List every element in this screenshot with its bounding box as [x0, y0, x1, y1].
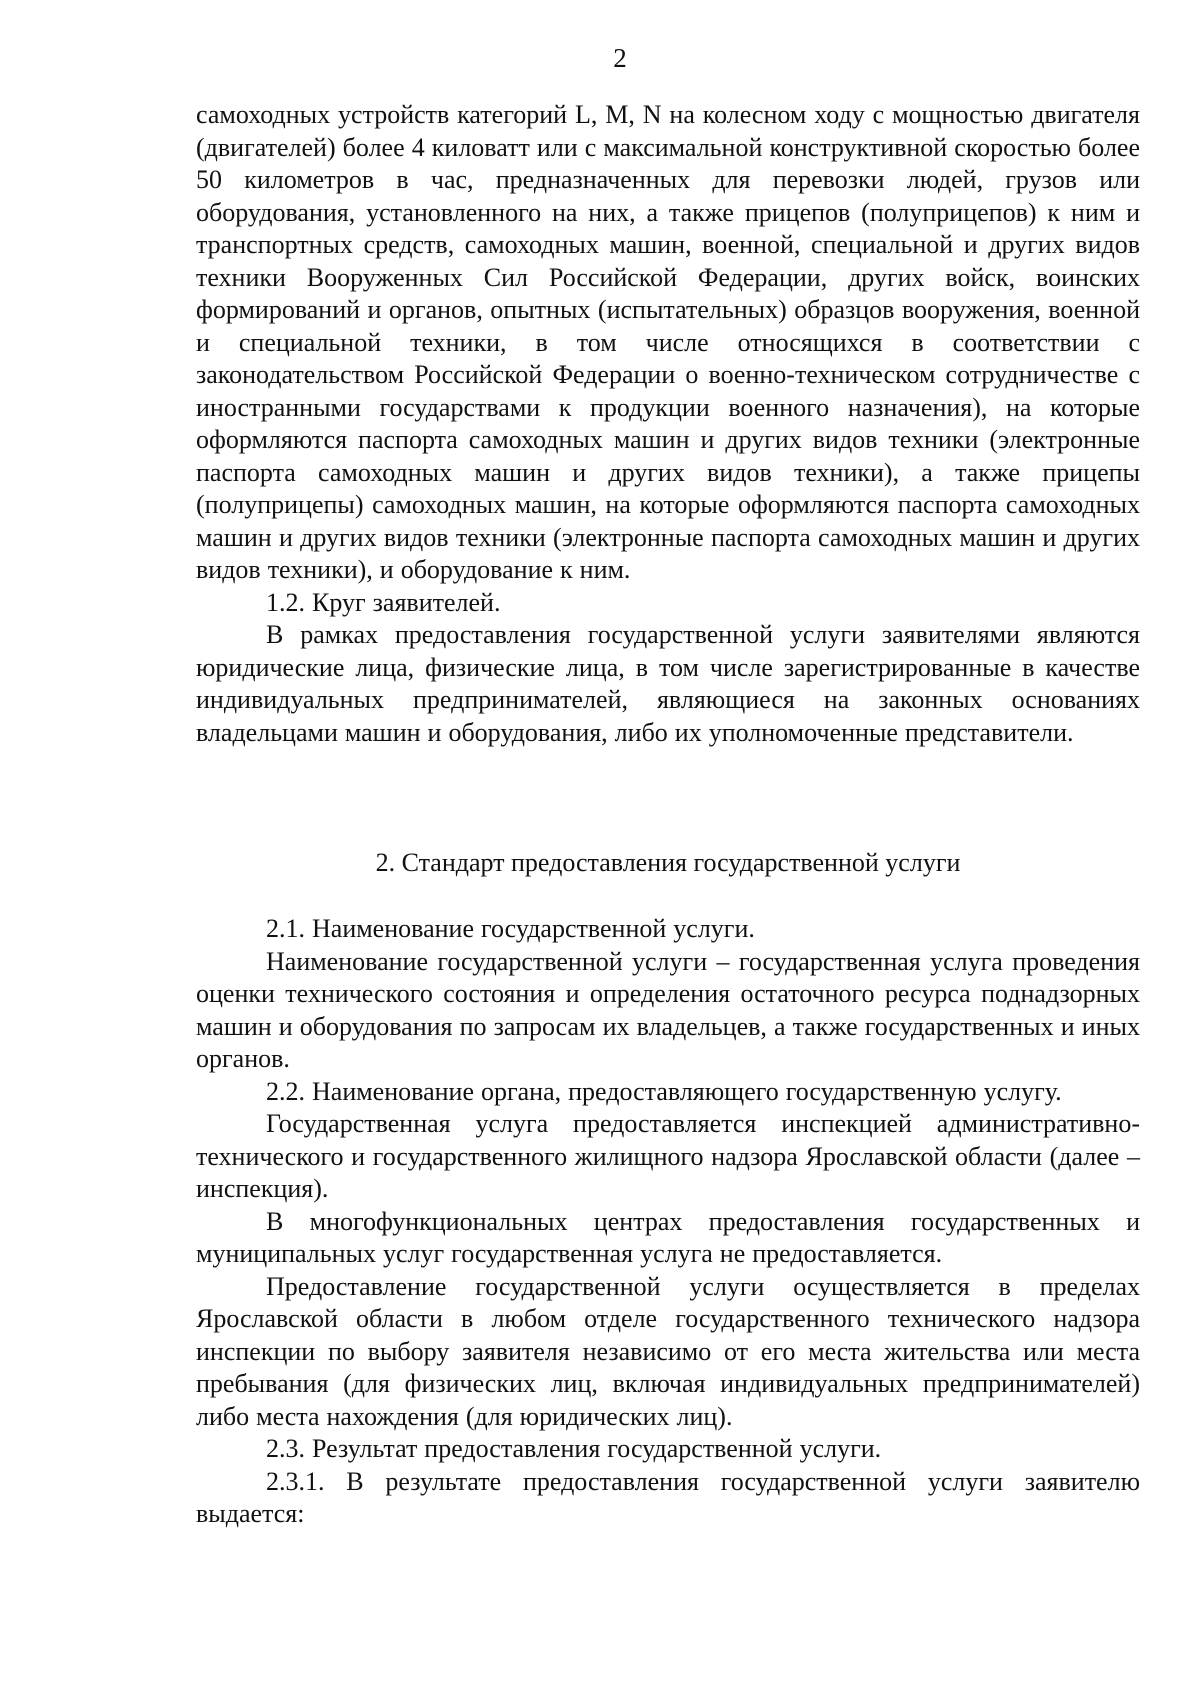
paragraph-2-1-title: 2.1. Наименование государственной услуги.	[266, 914, 755, 943]
paragraph-2-1-body: Наименование государственной услуги – государственная услуга проведения оценки технического состояния и определения остаточного ресурса поднадзорных машин и оборудования по запросам их владельцев, а также государственных и иных органов.	[196, 946, 1140, 1073]
paragraph-2-3-title: 2.3. Результат предоставления государственной услуги.	[266, 1434, 882, 1463]
section-2-heading: 2. Стандарт предоставления государственной услуги	[375, 848, 961, 877]
paragraph-2-2-body-1: Государственная услуга предоставляется инспекцией административно-технического и государственного жилищного надзора Ярославской области (далее – инспекция).	[196, 1109, 1140, 1203]
section-1-continuation	[196, 99, 1140, 749]
page-number: 2	[613, 43, 627, 73]
paragraph-1-2-body: В рамках предоставления государственной услуги заявителями являются юридические лица, физические лица, в том числе зарегистрированные в качестве индивидуальных предпринимателей, являющиеся на законных основаниях владельцами машин и оборудования, либо их уполномоченные представители.	[196, 620, 1140, 747]
paragraph-2-3-1: 2.3.1. В результате предоставления государственной услуги заявителю выдается:	[196, 1466, 1140, 1528]
paragraph-2-2-body-2: В многофункциональных центрах предоставления государственных и муниципальных услуг государственная услуга не предоставляется.	[196, 1206, 1140, 1268]
paragraph-continuation: самоходных устройств категорий L, M, N на колесном ходу с мощностью двигателя (двигателей) более 4 киловатт или с максимальной конструктивной скоростью более 50 километров в час, предназначенных для перевозки людей, грузов или оборудования, установленного на них, а также прицепов (полуприцепов) к ним и транспортных средств, самоходных машин, военной, специальной и других видов техники Вооруженных Сил Российской Федерации, других войск, воинских формирований и органов, опытных (испытательных) образцов вооружения, военной и специальной техники, в том числе относящихся в соответствии с законодательством Российской Федерации о военно-техническом сотрудничестве с иностранными государствами к продукции военного назначения), на которые оформляются паспорта самоходных машин и других видов техники (электронные паспорта самоходных машин и других видов техники), а также прицепы (полуприцепы) самоходных машин, на которые оформляются паспорта самоходных машин и других видов техники (электронные паспорта самоходных машин и других видов техники), и оборудование к ним.	[196, 100, 1140, 584]
paragraph-1-2-title: 1.2. Круг заявителей.	[266, 587, 501, 617]
paragraph-2-2-title: 2.2. Наименование органа, предоставляющего государственную услугу.	[266, 1076, 1062, 1106]
paragraph-2-2-body-3: Предоставление государственной услуги осуществляется в пределах Ярославской области в любом отделе государственного технического надзора инспекции по выбору заявителя независимо от его места жительства или места пребывания (для физических лиц, включая индивидуальных предпринимателей) либо места нахождения (для юридических лиц).	[196, 1271, 1140, 1431]
section-2-body	[196, 913, 1140, 1531]
